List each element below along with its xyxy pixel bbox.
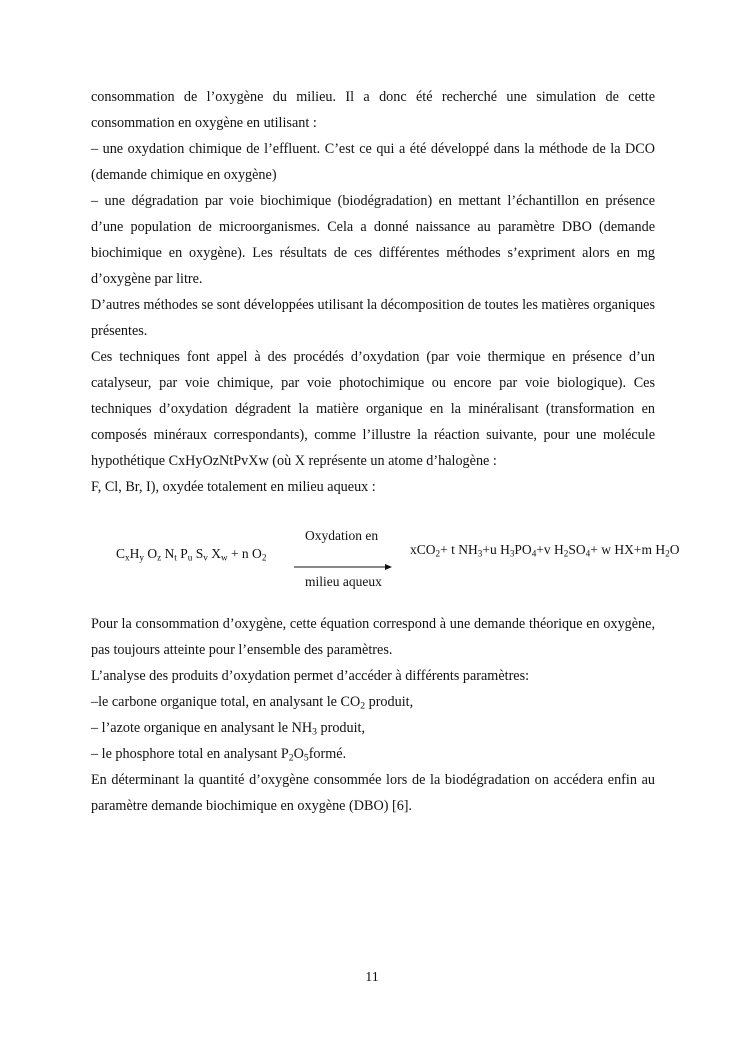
formula-subscript: w (220, 552, 228, 563)
paragraph-text: Pour la consommation d’oxygène, cette équation correspond à une demande théorique en oxygène, pas toujours atteinte pour l’ensemble des paramètres. (91, 616, 655, 658)
formula-text: H (129, 546, 140, 561)
reaction-condition-below: milieu aqueux (305, 574, 382, 589)
paragraph: D’autres méthodes se sont développées utilisant la décomposition de toutes les matières organiques présentes. (91, 297, 655, 339)
paragraph-text: En déterminant la quantité d’oxygène consommée lors de la biodégradation on accédera enfin au paramètre demande biochimique en oxygène (DBO) [6]. (91, 772, 655, 814)
paragraph-text: –le carbone organique total, en analysant le CO (91, 694, 361, 710)
formula-text: +v H (536, 542, 564, 557)
formula-subscript: u (187, 552, 193, 563)
paragraph: F, Cl, Br, I), oxydée totalement en milieu aqueux : (91, 479, 376, 495)
formula-subscript: 3 (477, 548, 483, 559)
paragraph (91, 767, 655, 819)
paragraph (91, 715, 655, 741)
formula-subscript: z (157, 552, 162, 563)
reaction-products (410, 542, 679, 558)
formula-subscript: 5 (303, 752, 309, 764)
reaction-reactants (116, 546, 266, 562)
formula-text: O (669, 542, 680, 557)
formula-subscript: t (174, 552, 177, 563)
paragraph: consommation de l’oxygène du milieu. Il a donc été recherché une simulation de cette consommation en oxygène en utilisant : (91, 89, 655, 131)
formula-text: +u H (482, 542, 510, 557)
paragraph: – une dégradation par voie biochimique (biodégradation) en mettant l’échantillon en présence d’une population de microorganismes. Cela a donné naissance au paramètre DBO (demande biochimique en oxygène). Les résultats de ces différentes méthodes s’expriment alors en mg d’oxygène par litre. (91, 193, 655, 287)
formula-text: + n O (227, 546, 262, 561)
paragraph-text: produit, (365, 694, 414, 710)
formula-subscript: 3 (509, 548, 515, 559)
formula-text: S (192, 546, 204, 561)
formula-subscript: 2 (563, 548, 569, 559)
formula-text: + t NH (440, 542, 478, 557)
formula-subscript: 3 (312, 726, 317, 738)
formula-subscript: 2 (261, 552, 267, 563)
formula-text: P (176, 546, 188, 561)
paragraph-text: formé. (308, 746, 347, 762)
paragraph-text: L’analyse des produits d’oxydation permet d’accéder à différents paramètres: (91, 668, 530, 684)
formula-subscript: 2 (435, 548, 441, 559)
paragraph: Ces techniques font appel à des procédés d’oxydation (par voie thermique en présence d’un catalyseur, par voie chimique, par voie photochimique ou encore par voie biologique). Ces techniques d’oxydation dégradent la matière organique en la minéralisant (transformation en composés minéraux correspondants), comme l’illustre la réaction suivante, pour une molécule hypothétique CxHyOzNtPvXw (où X représente un atome d’halogène : (91, 349, 655, 469)
formula-text: PO (514, 542, 532, 557)
formula-text: C (116, 546, 126, 561)
paragraph (91, 663, 655, 689)
formula-subscript: 2 (288, 752, 294, 764)
formula-subscript: 4 (585, 548, 591, 559)
top-text-block (91, 84, 655, 500)
formula-text: SO (568, 542, 586, 557)
formula-subscript: 2 (665, 548, 670, 559)
reaction-condition-above: Oxydation en (305, 528, 379, 543)
paragraph-text: – l’azote organique en analysant le NH (91, 720, 313, 736)
formula-text: X (207, 546, 221, 561)
paragraph: – une oxydation chimique de l’effluent. C’est ce qui a été développé dans la méthode de la DCO (demande chimique en oxygène) (91, 141, 655, 183)
formula-subscript: y (139, 552, 144, 563)
formula-subscript: v (203, 552, 208, 563)
formula-text: + w HX+m H (590, 542, 666, 557)
bottom-text-block (91, 611, 655, 819)
paragraph-text: O (293, 746, 304, 762)
formula-subscript: 2 (360, 700, 366, 712)
formula-text: xCO (410, 542, 436, 557)
paragraph (91, 689, 655, 715)
paragraph-text: – le phosphore total en analysant P (91, 746, 289, 762)
paragraph (91, 611, 655, 663)
reaction-arrow-icon (294, 562, 392, 572)
reaction-equation (0, 520, 744, 600)
formula-subscript: x (125, 552, 130, 563)
formula-text: N (161, 546, 175, 561)
paragraph (91, 741, 655, 767)
formula-subscript: 4 (531, 548, 537, 559)
formula-text: O (143, 546, 158, 561)
page-number: 11 (365, 970, 379, 985)
paragraph-text: produit, (316, 720, 366, 736)
